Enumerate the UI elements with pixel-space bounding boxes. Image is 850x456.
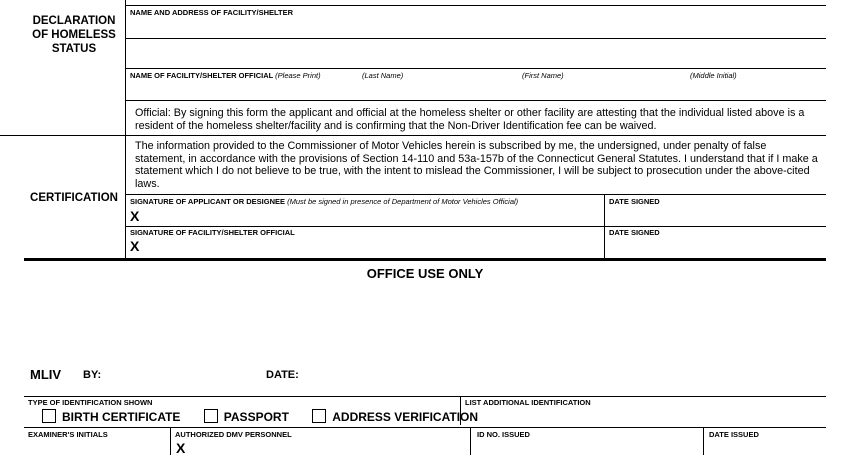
date-issued-divider	[703, 427, 704, 455]
declaration-label-line: OF HOMELESS	[32, 29, 116, 41]
official-name-label-text: NAME OF FACILITY/SHELTER OFFICIAL	[130, 71, 274, 80]
official-name-label	[130, 71, 321, 80]
date-issued-field[interactable]	[709, 440, 821, 454]
date-field[interactable]	[304, 366, 454, 382]
examiner-top-rule	[24, 427, 826, 428]
official-sig-label: SIGNATURE OF FACILITY/SHELTER OFFICIAL	[130, 228, 295, 237]
applicant-x-mark: X	[130, 208, 140, 224]
additional-id-field[interactable]	[465, 409, 820, 423]
passport-checkbox[interactable]	[204, 409, 218, 423]
authorized-personnel-field[interactable]	[192, 441, 462, 455]
official-x-mark: X	[130, 238, 140, 254]
applicant-sig-label-text: SIGNATURE OF APPLICANT OR DESIGNEE	[130, 197, 286, 206]
official-name-note: (Please Print)	[275, 71, 321, 80]
left-column-divider	[125, 0, 126, 260]
passport-label: PASSPORT	[223, 410, 289, 424]
last-name-label: (Last Name)	[362, 71, 404, 80]
applicant-date-signed-label: DATE SIGNED	[609, 197, 660, 206]
facility-name-address-field[interactable]	[130, 19, 820, 35]
declaration-label	[24, 14, 124, 56]
official-sig-top-rule	[126, 226, 826, 227]
certification-label: CERTIFICATION	[30, 192, 118, 204]
applicant-date-signed-field[interactable]	[609, 209, 819, 225]
date-label: DATE:	[266, 369, 299, 381]
birth-certificate-option[interactable]	[42, 409, 180, 424]
applicant-sig-note: (Must be signed in presence of Department of Motor Vehicles Official)	[287, 197, 519, 206]
address-verification-checkbox[interactable]	[312, 409, 326, 423]
middle-initial-label: (Middle Initial)	[690, 71, 737, 80]
office-use-title: OFFICE USE ONLY	[366, 266, 484, 281]
additional-id-divider	[460, 396, 461, 425]
examiner-initials-label: EXAMINER'S INITIALS	[28, 430, 108, 439]
authorized-personnel-label: AUTHORIZED DMV PERSONNEL	[175, 430, 292, 439]
date-issued-label: DATE ISSUED	[709, 430, 759, 439]
id-type-options	[42, 409, 498, 424]
applicant-sig-label	[130, 197, 518, 206]
declaration-label-line: DECLARATION	[32, 15, 116, 27]
certification-statement: The information provided to the Commissioner of Motor Vehicles herein is subscribed by me, the undersigned, under penalty of false statement, in accordance with the provisions of Section 14-110 and 53a-157b of the Connecticut General Statutes. I understand that if I make a statement which I do not believe to be true, with the intent to mislead the Commissioner, I will be subject to prosecution under the above-cited laws.	[135, 140, 818, 190]
additional-id-label: LIST ADDITIONAL IDENTIFICATION	[465, 398, 591, 407]
mliv-label: MLIV	[30, 367, 62, 382]
official-name-rule	[126, 100, 826, 101]
official-date-signed-label: DATE SIGNED	[609, 228, 660, 237]
applicant-sig-top-rule	[126, 194, 826, 195]
facility-address-field[interactable]	[130, 45, 820, 63]
facility-name-rule	[126, 38, 826, 39]
id-type-label: TYPE OF IDENTIFICATION SHOWN	[28, 398, 153, 407]
address-rule	[126, 68, 826, 69]
by-label: BY:	[83, 369, 102, 381]
section-thick-rule	[24, 258, 826, 261]
authorized-divider	[170, 427, 171, 455]
birth-certificate-checkbox[interactable]	[42, 409, 56, 423]
id-no-divider	[470, 427, 471, 455]
applicant-signature-field[interactable]	[146, 209, 596, 225]
passport-option[interactable]	[204, 409, 289, 424]
birth-certificate-label: BIRTH CERTIFICATE	[62, 410, 181, 424]
id-no-issued-label: ID NO. ISSUED	[477, 430, 530, 439]
official-signature-field[interactable]	[146, 240, 596, 256]
official-name-field[interactable]	[130, 82, 820, 98]
by-field[interactable]	[104, 366, 254, 382]
declaration-label-line: STATUS	[51, 43, 97, 55]
address-verification-label: ADDRESS VERIFICATION	[332, 410, 479, 424]
certification-top-rule	[0, 135, 826, 136]
id-section-top-rule	[24, 396, 826, 397]
official-date-signed-field[interactable]	[609, 240, 819, 256]
id-no-issued-field[interactable]	[477, 440, 697, 454]
official-statement: Official: By signing this form the applicant and official at the homeless shelter or other facility are attesting that the individual listed above is a resident of the homeless shelter/facility and is confirming that the Non-Driver Identification fee can be waived.	[135, 107, 805, 132]
address-verification-option[interactable]	[312, 409, 478, 424]
facility-name-address-label: NAME AND ADDRESS OF FACILITY/SHELTER	[130, 8, 294, 17]
first-name-label: (First Name)	[522, 71, 564, 80]
top-rule	[126, 5, 826, 6]
examiner-initials-field[interactable]	[28, 440, 163, 454]
authorized-x-mark: X	[176, 440, 186, 456]
